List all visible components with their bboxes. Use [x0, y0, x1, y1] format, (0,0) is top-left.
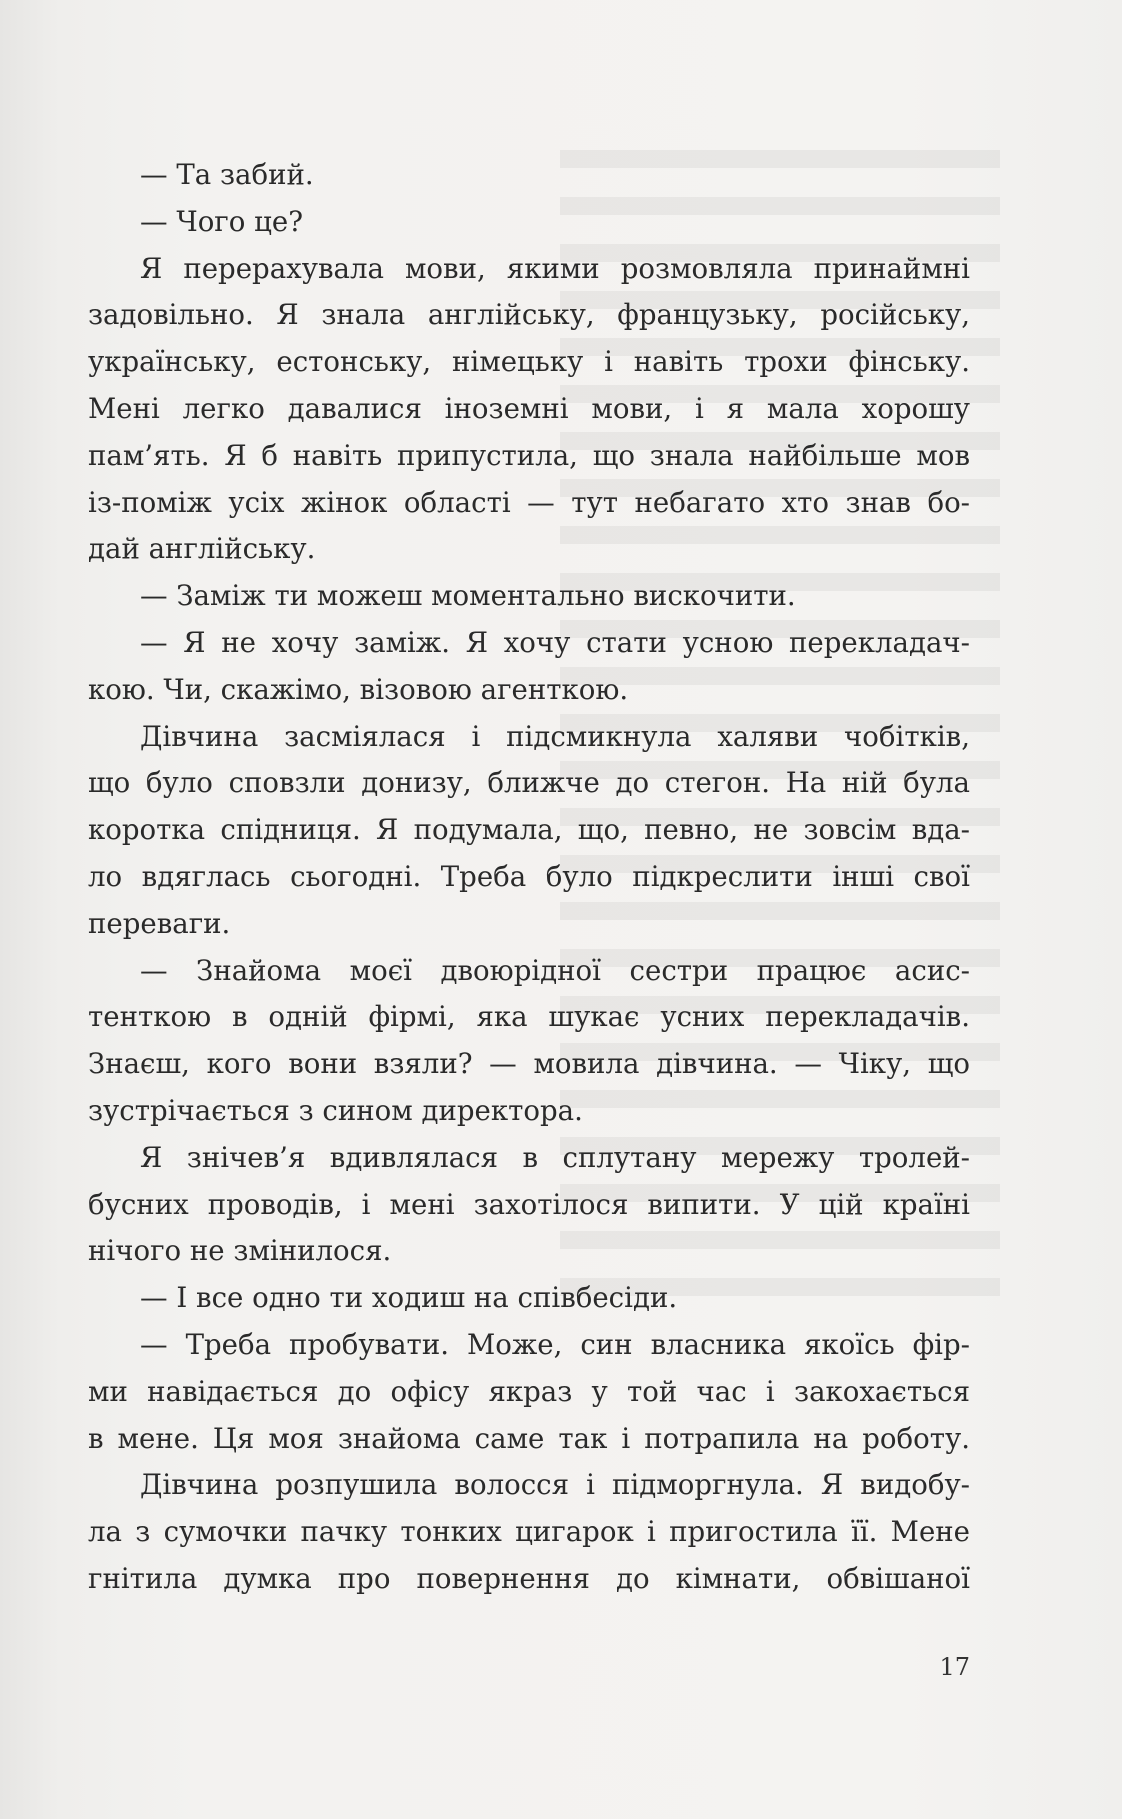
text-line: тенткою в одній фірмі, яка шукає усних перекладачів.: [88, 1000, 970, 1034]
text-line: задовільно. Я знала англійську, французьку, російську,: [88, 298, 970, 332]
text-line: Я перерахувала мови, якими розмовляла принаймні: [140, 251, 970, 285]
text-line: бусних проводів, і мені захотілося випити. У цій країні: [88, 1187, 970, 1221]
text-line: Дівчина засміялася і підсмикнула халяви чобітків,: [140, 719, 970, 753]
text-line: що було сповзли донизу, ближче до стегон. На ній була: [88, 766, 970, 800]
text-line: нічого не змінилося.: [88, 1234, 392, 1268]
text-line: ла з сумочки пачку тонких цигарок і пригостила її. Мене: [88, 1515, 970, 1549]
text-line: українську, естонську, німецьку і навіть трохи фінську.: [88, 345, 970, 379]
text-line: пам’ять. Я б навіть припустила, що знала найбільше мов: [88, 438, 970, 472]
text-line: Знаєш, кого вони взяли? — мовила дівчина. — Чіку, що: [88, 1047, 970, 1081]
text-line: Дівчина розпушила волосся і підморгнула. Я видобу-: [140, 1468, 970, 1502]
text-line: — І все одно ти ходиш на співбесіди.: [140, 1281, 678, 1315]
text-line: із-поміж усіх жінок області — тут небагато хто знав бо-: [88, 485, 970, 519]
text-line: — Знайома моєї двоюрідної сестри працює асис-: [140, 953, 970, 987]
text-line: дай англійську.: [88, 532, 316, 566]
text-line: Я знічев’я вдивлялася в сплутану мережу тролей-: [140, 1140, 970, 1174]
text-line: гнітила думка про повернення до кімнати, обвішаної: [88, 1561, 970, 1595]
text-line: ми навідається до офісу якраз у той час і закохається: [88, 1374, 970, 1408]
text-line: переваги.: [88, 906, 231, 940]
text-line: зустрічається з сином директора.: [88, 1093, 583, 1127]
text-line: — Та забий.: [140, 158, 314, 191]
text-line: Мені легко давалися іноземні мови, і я мала хорошу: [88, 391, 970, 425]
body-text: [88, 152, 970, 1603]
text-line: кою. Чи, скажімо, візовою агенткою.: [88, 672, 629, 706]
text-line: — Я не хочу заміж. Я хочу стати усною перекладач-: [140, 625, 970, 659]
text-line: коротка спідниця. Я подумала, що, певно, не зовсім вда-: [88, 813, 970, 847]
text-line: в мене. Ця моя знайома саме так і потрапила на роботу.: [88, 1421, 970, 1455]
text-line: — Чого це?: [140, 204, 304, 238]
text-line: ло вдяглась сьогодні. Треба було підкреслити інші свої: [88, 859, 970, 893]
page-number: 17: [939, 1653, 970, 1681]
text-line: — Треба пробувати. Може, син власника якоїсь фір-: [140, 1327, 970, 1361]
text-line: — Заміж ти можеш моментально вискочити.: [140, 579, 796, 613]
